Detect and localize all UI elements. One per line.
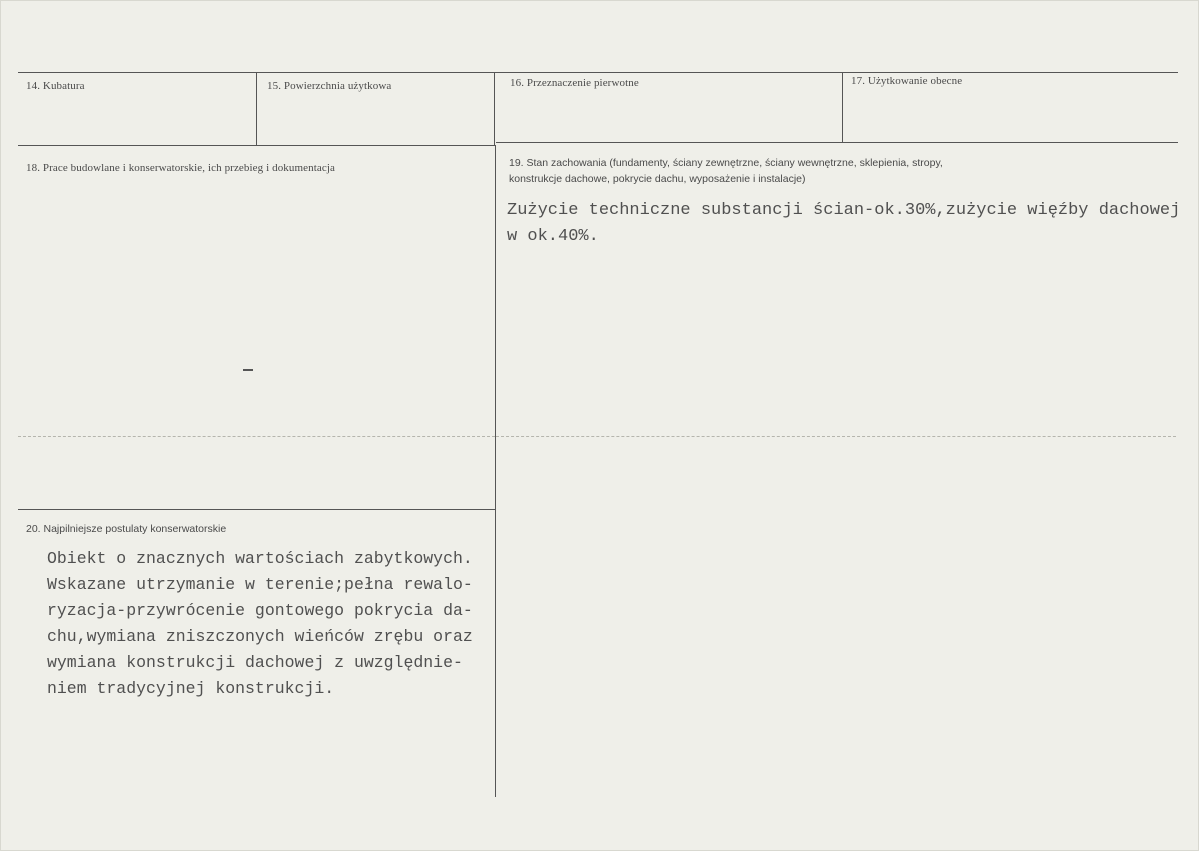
faint-line-left — [18, 436, 495, 437]
row-divider-1b — [496, 142, 1178, 143]
row-divider-1 — [18, 145, 496, 146]
faint-line-right — [496, 436, 1176, 437]
col-divider-16-17 — [842, 72, 843, 142]
field-20-value-line2: Wskazane utrzymanie w terenie;pełna rewalo- — [47, 575, 473, 594]
field-15-label: 15. Powierzchnia użytkowa — [267, 80, 392, 92]
col-divider-main — [495, 145, 496, 797]
top-rule — [18, 72, 1178, 73]
field-19-label-line2: konstrukcje dachowe, pokrycie dachu, wyposażenie i instalacje) — [509, 173, 806, 185]
field-14-label: 14. Kubatura — [26, 80, 85, 92]
row-divider-20 — [18, 509, 495, 510]
field-19-value-line1: Zużycie techniczne substancji ścian-ok.30%,zużycie więźby dachowej — [507, 201, 1181, 220]
field-20-value-line4: chu,wymiana zniszczonych wieńców zrębu oraz — [47, 627, 473, 646]
field-18-label: 18. Prace budowlane i konserwatorskie, ich przebieg i dokumentacja — [26, 162, 335, 174]
field-17-label: 17. Użytkowanie obecne — [851, 75, 963, 87]
field-20-value-line3: ryzacja-przywrócenie gontowego pokrycia da- — [47, 601, 473, 620]
field-20-label: 20. Najpilniejsze postulaty konserwatorskie — [26, 523, 227, 535]
col-divider-14-15 — [256, 72, 257, 145]
field-20-value-line6: niem tradycyjnej konstrukcji. — [47, 679, 335, 698]
field-18-value-dash — [243, 369, 253, 371]
field-19-label-line1: 19. Stan zachowania (fundamenty, ściany zewnętrzne, ściany wewnętrzne, sklepienia, stropy, — [509, 157, 943, 169]
field-16-label: 16. Przeznaczenie pierwotne — [510, 77, 639, 89]
field-20-value-line5: wymiana konstrukcji dachowej z uwzględnie- — [47, 653, 463, 672]
col-divider-15-16 — [494, 72, 495, 145]
field-20-value-line1: Obiekt o znacznych wartościach zabytkowych. — [47, 549, 473, 568]
field-19-value-line2: w ok.40%. — [507, 227, 599, 246]
